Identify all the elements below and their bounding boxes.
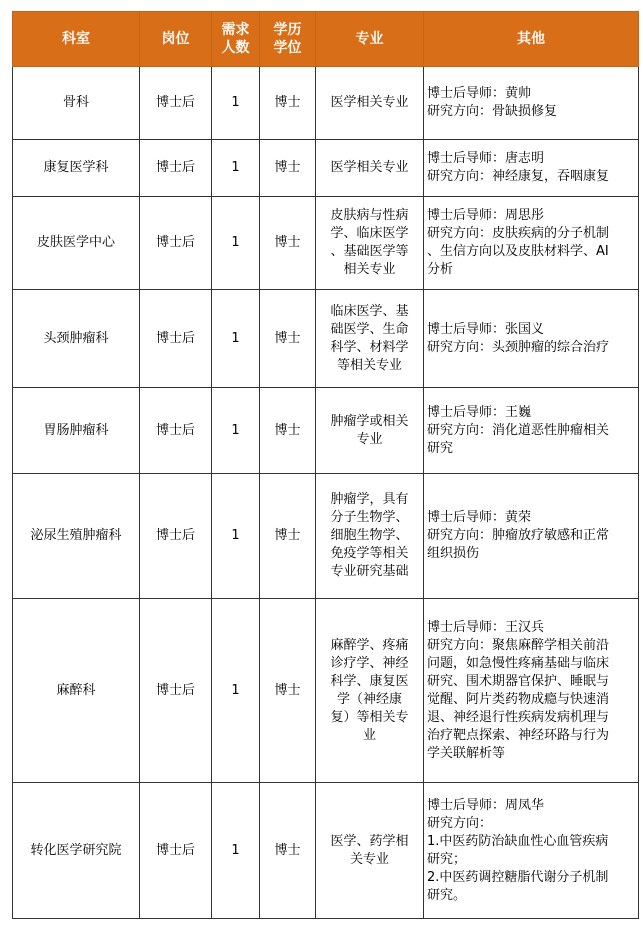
header-edu-line2: 学位 — [273, 40, 302, 56]
edu-cell: 博士 — [260, 388, 316, 474]
major-line: 业 — [362, 727, 376, 743]
major-line: 复）等相关专 — [330, 709, 409, 725]
major-line: 等相关专业 — [336, 357, 402, 373]
major-line: 免疫学等相关 — [330, 546, 409, 561]
table-body — [13, 67, 639, 919]
major-line: 诊疗学、神经 — [330, 655, 409, 671]
other-cell — [424, 67, 639, 140]
major-line: 关专业 — [349, 851, 389, 867]
major-line: 分子生物学、 — [330, 510, 409, 525]
header-edu — [260, 12, 316, 67]
edu-cell: 博士 — [260, 140, 316, 197]
header-count-line2: 人数 — [221, 40, 250, 56]
major-cell — [316, 474, 424, 599]
other-line: 组织损伤 — [427, 546, 480, 561]
other-line: 研究方向： — [427, 815, 493, 831]
major-line: 医学、药学相 — [330, 833, 409, 849]
header-count-line1: 需求 — [221, 22, 250, 38]
other-line: 分析 — [427, 262, 454, 277]
header-count — [212, 12, 260, 67]
major-line: 专业 — [356, 431, 383, 447]
count-cell: 1 — [212, 140, 260, 197]
dept-cell: 泌尿生殖肿瘤科 — [13, 474, 140, 599]
major-line: 医学相关专业 — [330, 160, 409, 175]
count-cell: 1 — [212, 474, 260, 599]
major-line: 础医学、生命 — [330, 321, 409, 337]
major-line: 细胞生物学、 — [330, 528, 409, 543]
header-major: 专业 — [316, 12, 424, 67]
other-line: 、生信方向以及皮肤材料学、AI — [427, 244, 609, 259]
count-cell: 1 — [212, 290, 260, 388]
table-row — [13, 67, 639, 140]
major-cell — [316, 140, 424, 197]
other-line: 治疗靶点探索、神经环路与行为 — [427, 727, 610, 743]
other-line: 博士后导师：唐志明 — [427, 151, 545, 166]
other-line: 博士后导师：黄荣 — [427, 510, 532, 525]
table-row — [13, 783, 639, 919]
major-line: 肿瘤学，具有 — [330, 492, 409, 507]
post-cell: 博士后 — [140, 388, 212, 474]
other-line: 研究方向：肿瘤放疗敏感和正常 — [427, 528, 610, 543]
table-row — [13, 474, 639, 599]
other-line: 博士后导师：黄帅 — [427, 86, 532, 101]
dept-cell: 皮肤医学中心 — [13, 197, 140, 290]
major-line: 肿瘤学或相关 — [330, 413, 409, 429]
other-line: 研究方向：皮肤疾病的分子机制 — [427, 226, 610, 241]
dept-cell: 麻醉科 — [13, 599, 140, 783]
table-row — [13, 599, 639, 783]
major-line: 科学、材料学 — [330, 339, 409, 355]
recruitment-table — [12, 11, 639, 919]
major-cell — [316, 197, 424, 290]
header-dept: 科室 — [13, 12, 140, 67]
dept-cell: 头颈肿瘤科 — [13, 290, 140, 388]
major-line: 相关专业 — [343, 262, 396, 277]
other-line: 2.中医药调控糖脂代谢分子机制 — [427, 869, 609, 885]
header-edu-line1: 学历 — [273, 22, 302, 38]
major-cell — [316, 67, 424, 140]
dept-cell: 骨科 — [13, 67, 140, 140]
other-line: 研究方向：头颈肿瘤的综合治疗 — [427, 339, 610, 355]
major-line: 学（神经康 — [336, 691, 402, 707]
major-line: 、基础医学等 — [330, 244, 409, 259]
major-cell — [316, 599, 424, 783]
post-cell: 博士后 — [140, 197, 212, 290]
other-line: 研究方向：消化道恶性肿瘤相关 — [427, 422, 610, 438]
other-line: 博士后导师：王汉兵 — [427, 619, 545, 635]
dept-cell: 胃肠肿瘤科 — [13, 388, 140, 474]
other-line: 1.中医药防治缺血性心血管疾病 — [427, 833, 609, 849]
dept-cell: 康复医学科 — [13, 140, 140, 197]
major-line: 科学、康复医 — [330, 673, 409, 689]
other-line: 博士后导师：周思彤 — [427, 208, 545, 223]
edu-cell: 博士 — [260, 290, 316, 388]
header-other: 其他 — [424, 12, 639, 67]
edu-cell: 博士 — [260, 783, 316, 919]
table-row — [13, 197, 639, 290]
other-line: 博士后导师：王巍 — [427, 404, 532, 420]
other-cell — [424, 783, 639, 919]
table-row — [13, 290, 639, 388]
other-line: 觉醒、阿片类药物成瘾与快速消 — [427, 691, 610, 707]
edu-cell: 博士 — [260, 474, 316, 599]
other-cell — [424, 197, 639, 290]
major-cell — [316, 290, 424, 388]
other-line: 问题，如急慢性疼痛基础与临床 — [427, 655, 610, 671]
post-cell: 博士后 — [140, 290, 212, 388]
post-cell: 博士后 — [140, 474, 212, 599]
count-cell: 1 — [212, 783, 260, 919]
other-cell — [424, 290, 639, 388]
other-line: 研究。 — [427, 887, 467, 903]
post-cell: 博士后 — [140, 599, 212, 783]
count-cell: 1 — [212, 599, 260, 783]
major-cell — [316, 388, 424, 474]
edu-cell: 博士 — [260, 599, 316, 783]
count-cell: 1 — [212, 197, 260, 290]
major-cell — [316, 783, 424, 919]
post-cell: 博士后 — [140, 67, 212, 140]
major-line: 皮肤病与性病 — [330, 208, 409, 223]
other-cell — [424, 388, 639, 474]
post-cell: 博士后 — [140, 783, 212, 919]
major-line: 学、临床医学 — [330, 226, 409, 241]
other-line: 博士后导师：周凤华 — [427, 797, 545, 813]
other-line: 研究、围术期器官保护、睡眠与 — [427, 673, 610, 689]
edu-cell: 博士 — [260, 197, 316, 290]
table-row — [13, 140, 639, 197]
major-line: 麻醉学、疼痛 — [330, 637, 409, 653]
major-line: 临床医学、基 — [330, 303, 409, 319]
count-cell: 1 — [212, 388, 260, 474]
other-line: 研究； — [427, 851, 467, 867]
other-line: 研究方向：骨缺损修复 — [427, 104, 558, 119]
other-line: 退、神经退行性疾病发病机理与 — [427, 709, 610, 725]
other-line: 研究方向：神经康复，吞咽康复 — [427, 169, 610, 184]
edu-cell: 博士 — [260, 67, 316, 140]
dept-cell: 转化医学研究院 — [13, 783, 140, 919]
count-cell: 1 — [212, 67, 260, 140]
other-line: 博士后导师：张国义 — [427, 321, 545, 337]
major-line: 专业研究基础 — [330, 564, 409, 579]
other-line: 学关联解析等 — [427, 745, 506, 761]
table-header-row — [13, 12, 639, 67]
table-row — [13, 388, 639, 474]
other-cell — [424, 140, 639, 197]
other-line: 研究 — [427, 440, 454, 456]
major-line: 医学相关专业 — [330, 95, 409, 110]
post-cell: 博士后 — [140, 140, 212, 197]
other-cell — [424, 599, 639, 783]
other-cell — [424, 474, 639, 599]
header-post: 岗位 — [140, 12, 212, 67]
other-line: 研究方向：聚焦麻醉学相关前沿 — [427, 637, 610, 653]
